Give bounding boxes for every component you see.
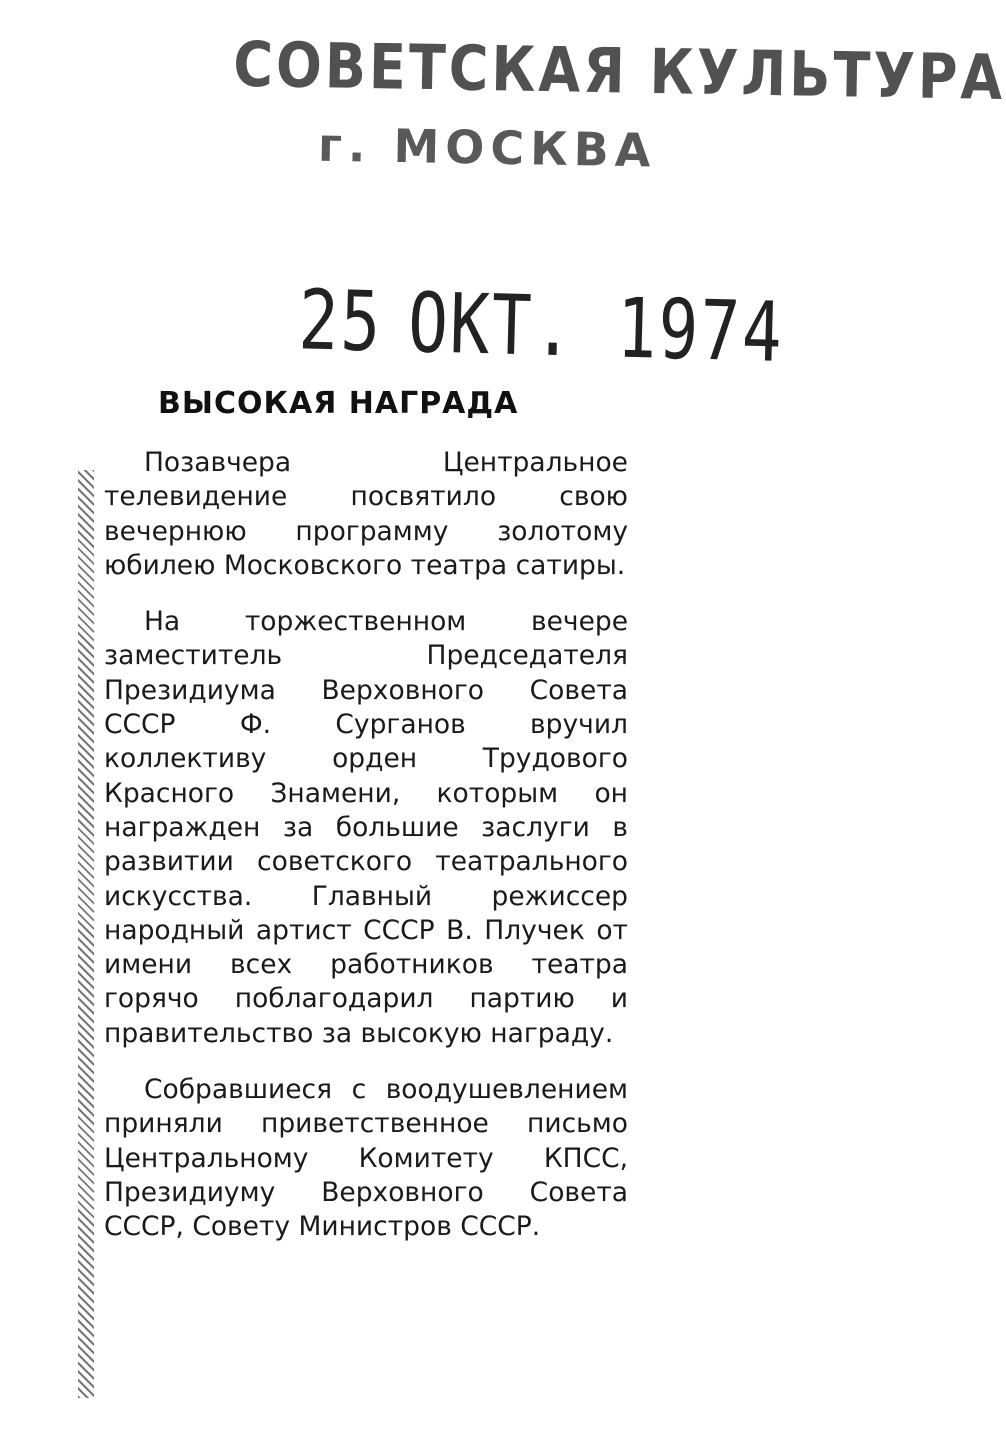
date-month: ОКТ. (406, 274, 577, 376)
article-headline: ВЫСОКАЯ НАГРАДА (158, 386, 519, 421)
article-paragraph: Позавчера Центральное телевидение посвятило свою вечернюю программу золотому юбилею Московского театра сатиры. (104, 447, 628, 581)
column-border-ornament (78, 470, 94, 1398)
article-body (104, 446, 628, 1267)
date-year: 1974 (615, 280, 785, 381)
date-day: 25 (297, 272, 384, 371)
article-paragraph: На торжественном вечере заместитель Председателя Президиума Верховного Совета СССР Ф. Сурганов вручил коллективу орден Трудового Красного Знамени, которым он награжден за большие заслуги в развитии советского театрального искусства. Главный режиссер народный артист СССР В. Плучек от имени всех работников театра горячо поблагодарил партию и правительство за высокую награду. (104, 606, 628, 1049)
publication-city: г. МОСКВА (317, 117, 657, 178)
publication-name: СОВЕТСКАЯ КУЛЬТУРА (232, 28, 1006, 115)
date-stamp (297, 272, 784, 381)
article-paragraph: Собравшиеся с воодушевлением приняли приветственное письмо Центральному Комитету КПСС, Президиуму Верховного Совета СССР, Совету Министров СССР. (104, 1074, 628, 1243)
publication-stamp (226, 28, 1006, 178)
